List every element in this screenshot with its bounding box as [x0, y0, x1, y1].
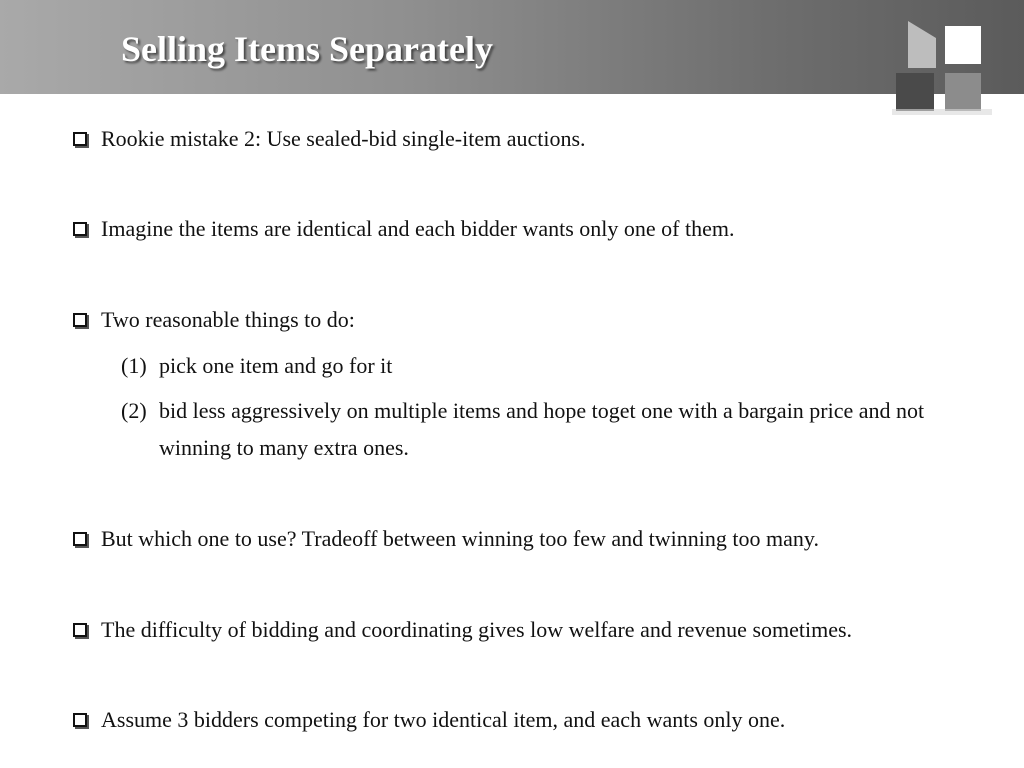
bullet-text: The difficulty of bidding and coordinating gives low welfare and revenue sometimes.: [101, 617, 853, 642]
sub-item-text: bid less aggressively on multiple items and hope toget one with a bargain price and not winning to many extra ones.: [159, 398, 925, 460]
checkbox-bullet-icon: [73, 132, 87, 146]
sub-item-number: (2): [121, 398, 147, 423]
bullet-item: [73, 706, 785, 734]
sub-item-number: (1): [121, 353, 147, 378]
sub-item: [121, 347, 989, 384]
bullet-item: [73, 616, 852, 644]
bullet-text: Assume 3 bidders competing for two identical item, and each wants only one.: [101, 707, 786, 732]
bullet-item: [73, 306, 355, 334]
sub-item: [121, 392, 989, 466]
sub-item-text: pick one item and go for it: [159, 353, 393, 378]
bullet-text: Rookie mistake 2: Use sealed-bid single-item auctions.: [101, 126, 586, 151]
bullet-item: [73, 125, 586, 153]
checkbox-bullet-icon: [73, 532, 87, 546]
checkbox-bullet-icon: [73, 313, 87, 327]
checkbox-bullet-icon: [73, 623, 87, 637]
bullet-item: [73, 215, 735, 243]
checkbox-bullet-icon: [73, 222, 87, 236]
bullet-text: Imagine the items are identical and each bidder wants only one of them.: [101, 216, 735, 241]
bullet-text: Two reasonable things to do:: [101, 307, 355, 332]
slide-title: Selling Items Separately: [121, 29, 493, 69]
bullet-text: But which one to use? Tradeoff between winning too few and twinning too many.: [101, 526, 819, 551]
checkbox-bullet-icon: [73, 713, 87, 727]
bullet-item: [73, 525, 819, 553]
